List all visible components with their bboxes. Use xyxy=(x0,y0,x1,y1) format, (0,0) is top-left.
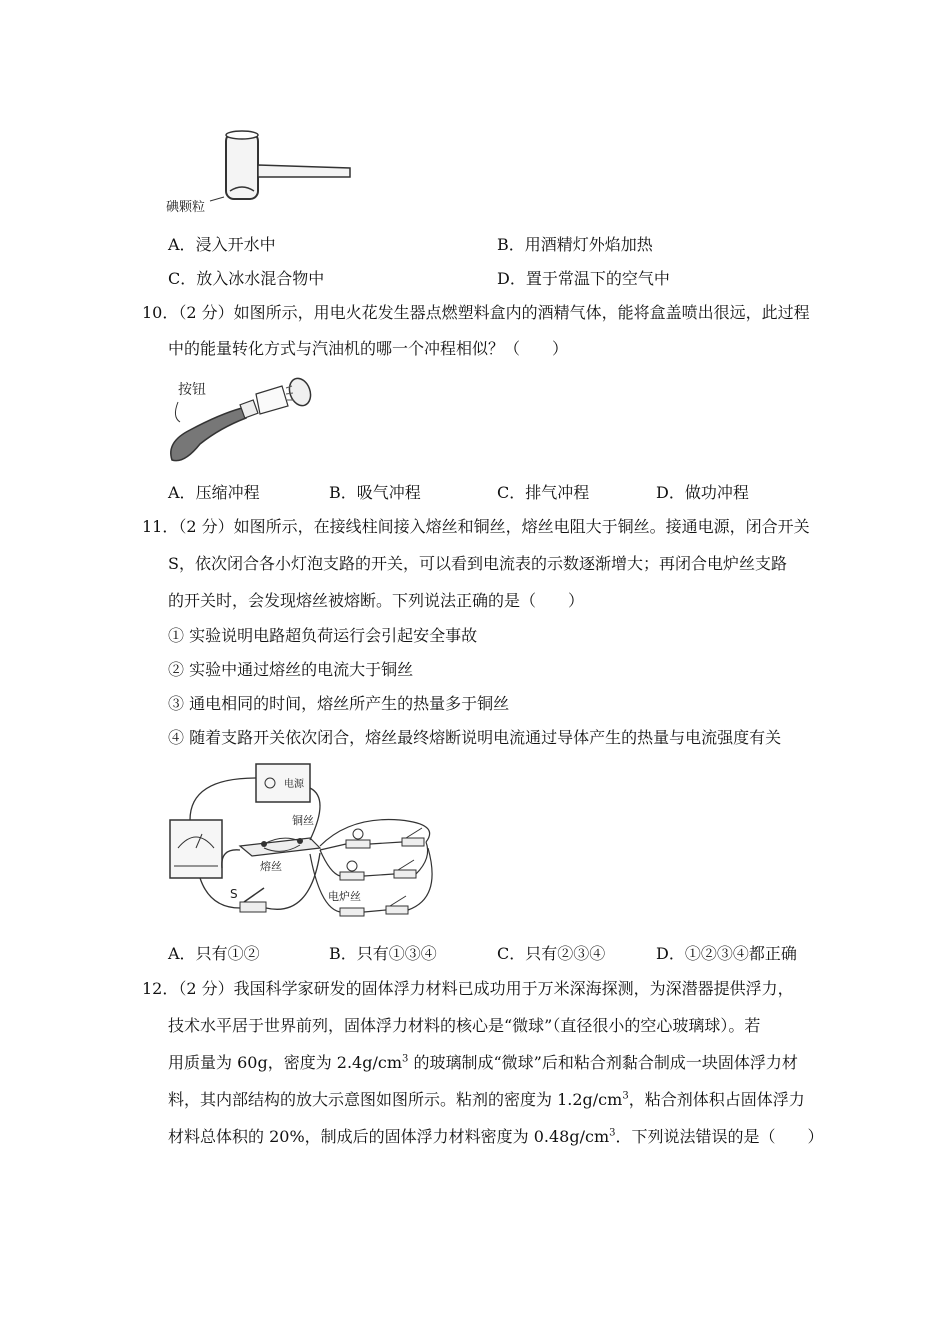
copper-label: 铜丝 xyxy=(292,814,314,827)
circuit-figure xyxy=(160,758,450,928)
heater-label: 电炉丝 xyxy=(328,890,361,903)
q11-number: 11． xyxy=(142,517,179,536)
q12-line1: 12．（2 分）我国科学家研发的固体浮力材料已成功用于万米深海探测，为深潜器提供浮力， xyxy=(142,979,794,998)
q12-line4: 料，其内部结构的放大示意图如图所示。粘剂的密度为 $1.2g/cm^3$，粘合剂体积占固体浮力 xyxy=(168,1090,805,1109)
q9-option-d[interactable]: D．置于常温下的空气中 xyxy=(497,269,670,288)
q10-stem-line1: 10．（2 分）如图所示，用电火花发生器点燃塑料盒内的酒精气体，能将盒盖喷出很远，此过程 xyxy=(142,303,810,322)
iodine-tube-figure xyxy=(160,125,360,220)
q9-option-b[interactable]: B．用酒精灯外焰加热 xyxy=(497,235,653,254)
iodine-label: 碘颗粒 xyxy=(166,200,206,215)
q11-statement-2: ② 实验中通过熔丝的电流大于铜丝 xyxy=(168,660,414,679)
q10-option-b[interactable]: B．吸气冲程 xyxy=(329,483,421,502)
q10-option-d[interactable]: D．做功冲程 xyxy=(656,483,749,502)
spark-generator-figure xyxy=(160,372,320,472)
q11-option-c[interactable]: C．只有②③④ xyxy=(497,944,606,963)
q10-number: 10． xyxy=(142,303,179,322)
q11-statement-3: ③ 通电相同的时间，熔丝所产生的热量多于铜丝 xyxy=(168,694,510,713)
q10-option-a[interactable]: A．压缩冲程 xyxy=(168,483,260,502)
q11-option-a[interactable]: A．只有①② xyxy=(168,944,260,963)
q11-option-b[interactable]: B．只有①③④ xyxy=(329,944,437,963)
button-label: 按钮 xyxy=(178,382,206,398)
power-label: 电源 xyxy=(284,779,304,790)
q11-statement-1: ① 实验说明电路超负荷运行会引起安全事故 xyxy=(168,626,478,645)
q12-line2: 技术水平居于世界前列，固体浮力材料的核心是“微球”（直径很小的空心玻璃球）。若 xyxy=(168,1016,761,1035)
q11-stem-line3: 的开关时，会发现熔丝被熔断。下列说法正确的是（ ） xyxy=(168,591,585,610)
fuse-label: 熔丝 xyxy=(260,860,282,873)
q10-stem-line2: 中的能量转化方式与汽油机的哪一个冲程相似？（ ） xyxy=(168,339,569,358)
q11-option-d[interactable]: D．①②③④都正确 xyxy=(656,944,797,963)
q12-number: 12． xyxy=(142,979,179,998)
q10-option-c[interactable]: C．排气冲程 xyxy=(497,483,590,502)
q9-option-c[interactable]: C．放入冰水混合物中 xyxy=(168,269,325,288)
q11-stem-line1: 11．（2 分）如图所示，在接线柱间接入熔丝和铜丝，熔丝电阻大于铜丝。接通电源，闭合开关 xyxy=(142,517,810,536)
q12-line5: 材料总体积的 20%，制成后的固体浮力材料密度为 $0.48g/cm^3$．下列说法错误的是（ ） xyxy=(168,1127,824,1146)
q11-stem-line2: S，依次闭合各小灯泡支路的开关，可以看到电流表的示数逐渐增大；再闭合电炉丝支路 xyxy=(168,554,787,573)
q9-option-a[interactable]: A．浸入开水中 xyxy=(168,235,276,254)
q12-line3: 用质量为 60g，密度为 $2.4g/cm^3$ 的玻璃制成“微球”后和粘合剂黏合制成一块固体浮力材 xyxy=(168,1053,798,1072)
q11-statement-4: ④ 随着支路开关依次闭合，熔丝最终熔断说明电流通过导体产生的热量与电流强度有关 xyxy=(168,728,782,747)
switch-label: S xyxy=(230,887,238,901)
